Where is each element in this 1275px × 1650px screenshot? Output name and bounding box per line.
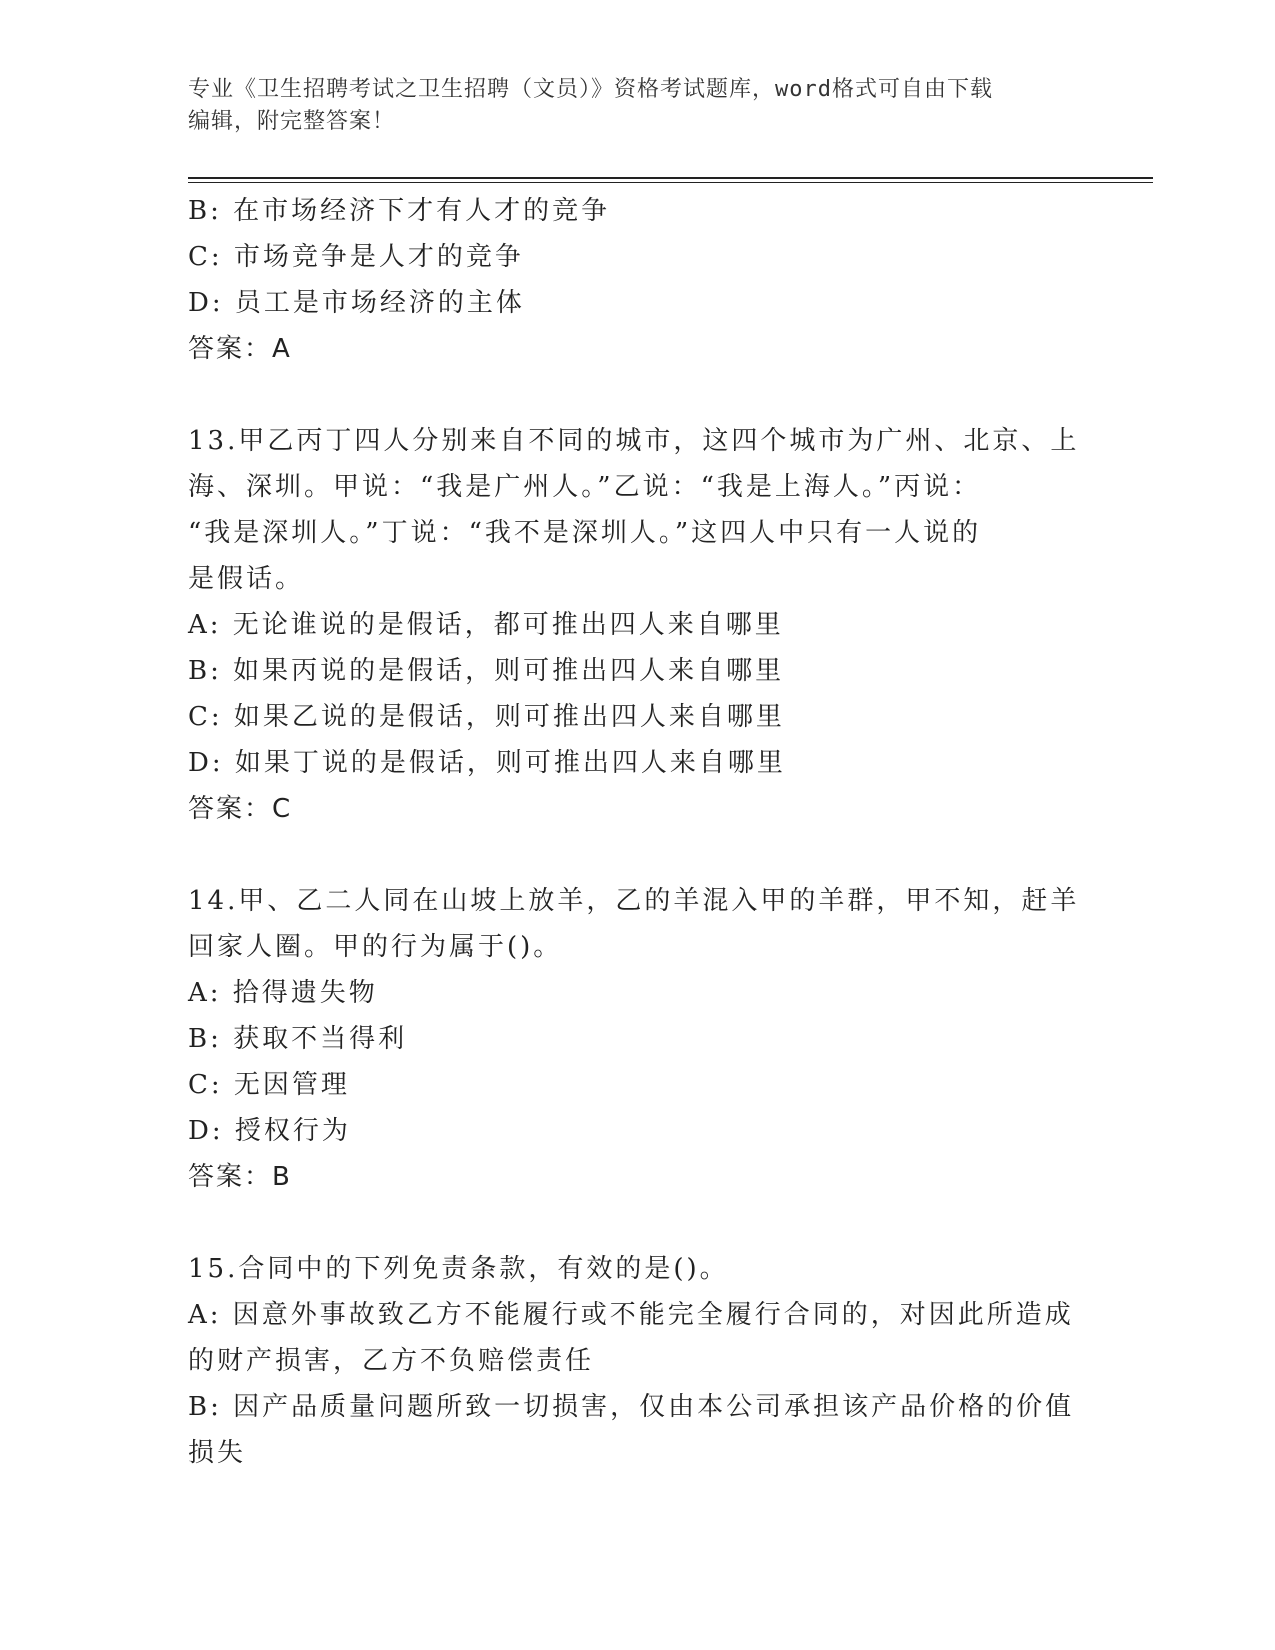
answer-line: 答案：C [188, 794, 293, 824]
spacer [188, 1200, 1088, 1246]
option-b: B: 在市场经济下才有人才的竞争 [188, 196, 611, 226]
question-15 [188, 1246, 1088, 1476]
question-text-line: 15.合同中的下列免责条款，有效的是()。 [188, 1254, 729, 1284]
question-13 [188, 418, 1088, 832]
question-text-line: 回家人圈。甲的行为属于()。 [188, 932, 563, 962]
spacer [188, 372, 1088, 418]
question-14 [188, 878, 1088, 1200]
question-text-line: “我是深圳人。”丁说：“我不是深圳人。”这四人中只有一人说的 [188, 518, 982, 548]
answer-line: 答案：A [188, 334, 292, 364]
question-12 [188, 188, 1088, 372]
option-a-continued: 的财产损害，乙方不负赔偿责任 [188, 1346, 595, 1376]
document-body [188, 188, 1088, 1476]
question-text-line: 是假话。 [188, 564, 305, 594]
option-d: D: 员工是市场经济的主体 [188, 288, 525, 318]
option-a: A: 拾得遗失物 [188, 978, 378, 1008]
option-d: D: 如果丁说的是假话，则可推出四人来自哪里 [188, 748, 786, 778]
option-b-continued: 损失 [188, 1438, 247, 1468]
option-b: B: 因产品质量问题所致一切损害，仅由本公司承担该产品价格的价值 [188, 1392, 1075, 1422]
option-a: A: 无论谁说的是假话，都可推出四人来自哪里 [188, 610, 784, 640]
question-text-line: 14.甲、乙二人同在山坡上放羊，乙的羊混入甲的羊群，甲不知，赶羊 [188, 886, 1080, 916]
option-d: D: 授权行为 [188, 1116, 351, 1146]
document-header [188, 74, 1068, 138]
option-c: C: 市场竞争是人才的竞争 [188, 242, 524, 272]
answer-line: 答案：B [188, 1162, 292, 1192]
spacer [188, 832, 1088, 878]
option-c: C: 无因管理 [188, 1070, 350, 1100]
option-c: C: 如果乙说的是假话，则可推出四人来自哪里 [188, 702, 785, 732]
option-a: A: 因意外事故致乙方不能履行或不能完全履行合同的，对因此所造成 [188, 1300, 1074, 1330]
header-divider-thin [188, 182, 1153, 183]
header-line-2: 编辑，附完整答案！ [188, 109, 396, 134]
option-b: B: 如果丙说的是假话，则可推出四人来自哪里 [188, 656, 785, 686]
header-line-1: 专业《卫生招聘考试之卫生招聘（文员）》资格考试题库，word格式可自由下载 [188, 77, 993, 102]
option-b: B: 获取不当得利 [188, 1024, 408, 1054]
question-text-line: 海、深圳。甲说：“我是广州人。”乙说：“我是上海人。”丙说： [188, 472, 982, 502]
header-divider-thick [188, 177, 1153, 179]
question-text-line: 13.甲乙丙丁四人分别来自不同的城市，这四个城市为广州、北京、上 [188, 426, 1080, 456]
